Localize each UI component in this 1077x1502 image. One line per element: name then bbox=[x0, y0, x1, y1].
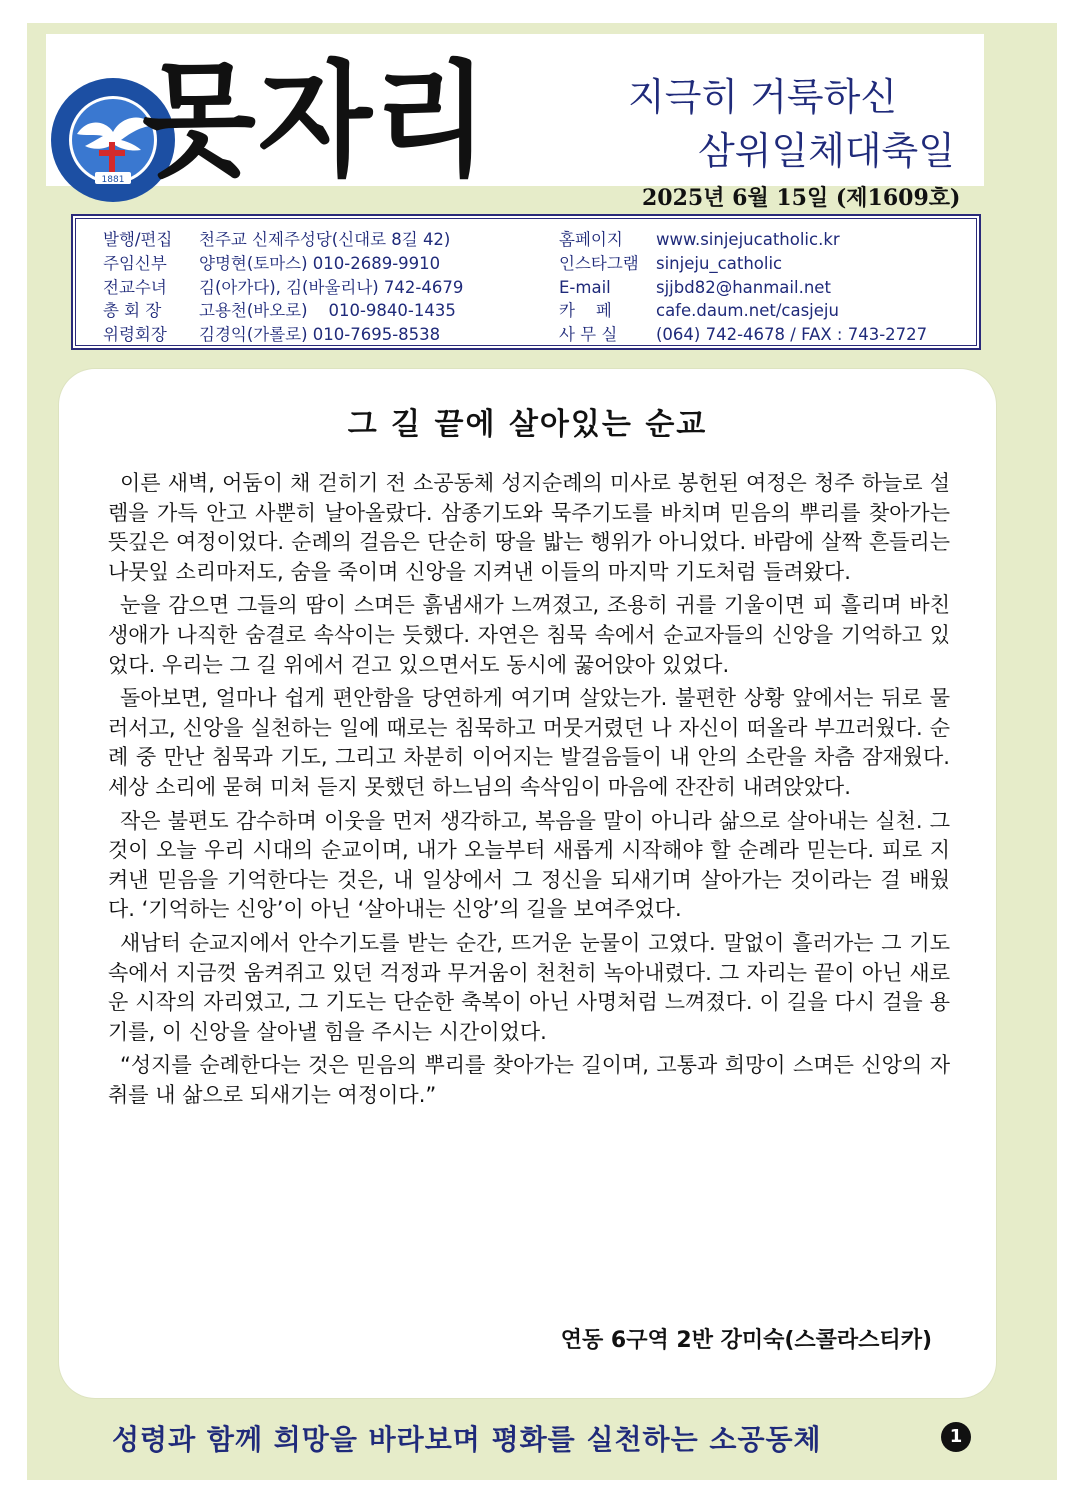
info-value: 양명현(토마스) 010-2689-9910 bbox=[199, 253, 441, 273]
article-title: 그 길 끝에 살아있는 순교 bbox=[347, 407, 708, 442]
footer-motto: 성령과 함께 희망을 바라보며 평화를 실천하는 소공동체 bbox=[112, 1423, 822, 1456]
info-row bbox=[559, 228, 927, 252]
info-row bbox=[103, 323, 463, 347]
info-row bbox=[559, 276, 927, 300]
feast-line-2: 삼위일체대축일 bbox=[698, 129, 955, 173]
info-row bbox=[559, 299, 927, 323]
info-key: 인스타그램 bbox=[559, 253, 639, 273]
info-key: 카 페 bbox=[559, 301, 612, 321]
page-number-badge: 1 bbox=[941, 1422, 971, 1452]
office-phone: (064) 742-4678 / FAX : 743-2727 bbox=[656, 325, 928, 345]
info-value: 김(아가다), 김(바울리나) 742-4679 bbox=[199, 277, 464, 297]
issue-date: 2025년 6월 15일 (제1609호) bbox=[642, 185, 961, 211]
article-body bbox=[108, 469, 950, 1114]
info-key: 주임신부 bbox=[103, 253, 167, 273]
publisher-info-box bbox=[71, 214, 981, 350]
article-paragraph: 돌아보면, 얼마나 쉽게 편안함을 당연하게 여기며 살았는가. 불편한 상황 앞에서는 뒤로 물러서고, 신앙을 실천하는 일에 때로는 침묵하고 머뭇거렸던 나 자신이 떠올라 부끄러웠다. 순례 중 만난 침묵과 기도, 그리고 차분히 이어지는 발걸음들이 내 안의 소란을 차츰 잠재웠다. 세상 소리에 묻혀 미처 듣지 못했던 하느님의 속삭임이 마음에 잔잔히 내려앉았다. bbox=[108, 686, 950, 799]
article-card bbox=[59, 369, 996, 1398]
article-paragraph: 눈을 감으면 그들의 땀이 스며든 흙냄새가 느껴졌고, 조용히 귀를 기울이면 피 흘리며 바친 생애가 나직한 숨결로 속삭이는 듯했다. 자연은 침묵 속에서 순교자들의 신앙을 기억하고 있었다. 우리는 그 길 위에서 걷고 있으면서도 동시에 꿇어앉아 있었다. bbox=[108, 593, 950, 677]
cafe-link[interactable]: cafe.daum.net/casjeju bbox=[656, 301, 839, 321]
info-left-column bbox=[103, 228, 463, 347]
feast-line-1: 지극히 거룩하신 bbox=[628, 75, 898, 119]
masthead-title: 못자리 bbox=[142, 47, 490, 193]
homepage-link[interactable]: www.sinjejucatholic.kr bbox=[656, 230, 840, 249]
info-row bbox=[559, 323, 927, 347]
info-row bbox=[103, 299, 463, 323]
info-key: 홈페이지 bbox=[559, 230, 623, 249]
article-quote: “성지를 순례한다는 것은 믿음의 뿌리를 찾아가는 길이며, 고통과 희망이 스며든 신앙의 자취를 내 삶으로 되새기는 여정이다.” bbox=[108, 1053, 950, 1107]
info-key: E-mail bbox=[559, 277, 611, 297]
article-paragraph: 새남터 순교지에서 안수기도를 받는 순간, 뜨거운 눈물이 고였다. 말없이 흘러가는 그 기도 속에서 지금껏 움켜쥐고 있던 걱정과 무거움이 천천히 녹아내렸다. 그 자리는 끝이 아닌 새로운 시작의 자리였고, 그 기도는 단순한 축복이 아닌 사명처럼 느껴졌다. 이 길을 다시 걸을 용기를, 이 신앙을 살아낼 힘을 주시는 시간이었다. bbox=[108, 930, 950, 1044]
info-row bbox=[103, 252, 463, 276]
info-key: 발행/편집 bbox=[103, 230, 173, 249]
article-paragraph: 작은 불편도 감수하며 이웃을 먼저 생각하고, 복음을 말이 아니라 삶으로 살아내는 실천. 그것이 오늘 우리 시대의 순교이며, 내가 오늘부터 새롭게 시작해야 할 순례라 믿는다. 피로 지켜낸 믿음을 기억한다는 것은, 내 일상에서 그 정신을 되새기며 살아가는 것이라는 걸 배웠다. ‘기억하는 신앙’이 아닌 ‘살아내는 신앙’의 길을 보여주었다. bbox=[108, 808, 950, 922]
info-right-column bbox=[559, 228, 927, 347]
info-key: 위령회장 bbox=[103, 325, 167, 345]
info-value: 고용천(바오로) 010-9840-1435 bbox=[199, 301, 456, 321]
info-key: 전교수녀 bbox=[103, 277, 167, 297]
info-value: 김경익(가롤로) 010-7695-8538 bbox=[199, 325, 441, 345]
email-link[interactable]: sjjbd82@hanmail.net bbox=[656, 277, 831, 297]
info-row bbox=[103, 276, 463, 300]
info-key: 사 무 실 bbox=[559, 325, 618, 345]
article-author: 연동 6구역 2반 강미숙(스콜라스티카) bbox=[560, 1328, 932, 1353]
info-value: 천주교 신제주성당(신대로 8길 42) bbox=[199, 230, 451, 249]
info-row bbox=[559, 252, 927, 276]
article-paragraph: 이른 새벽, 어둠이 채 걷히기 전 소공동체 성지순례의 미사로 봉헌된 여정은 청주 하늘로 설렘을 가득 안고 사뿐히 날아올랐다. 삼종기도와 묵주기도를 바치며 믿음의 뿌리를 찾아가는 뜻깊은 여정이었다. 순례의 걸음은 단순히 땅을 밟는 행위가 아니었다. 바람에 살짝 흔들리는 나뭇잎 소리마저도, 숨을 죽이며 신앙을 지켜낸 이들의 마지막 기도처럼 들려왔다. bbox=[108, 471, 950, 584]
info-row bbox=[103, 228, 463, 252]
info-key: 총 회 장 bbox=[103, 301, 162, 321]
instagram-link[interactable]: sinjeju_catholic bbox=[656, 253, 783, 273]
logo-year: 1881 bbox=[101, 175, 125, 185]
feast-name bbox=[628, 70, 988, 178]
